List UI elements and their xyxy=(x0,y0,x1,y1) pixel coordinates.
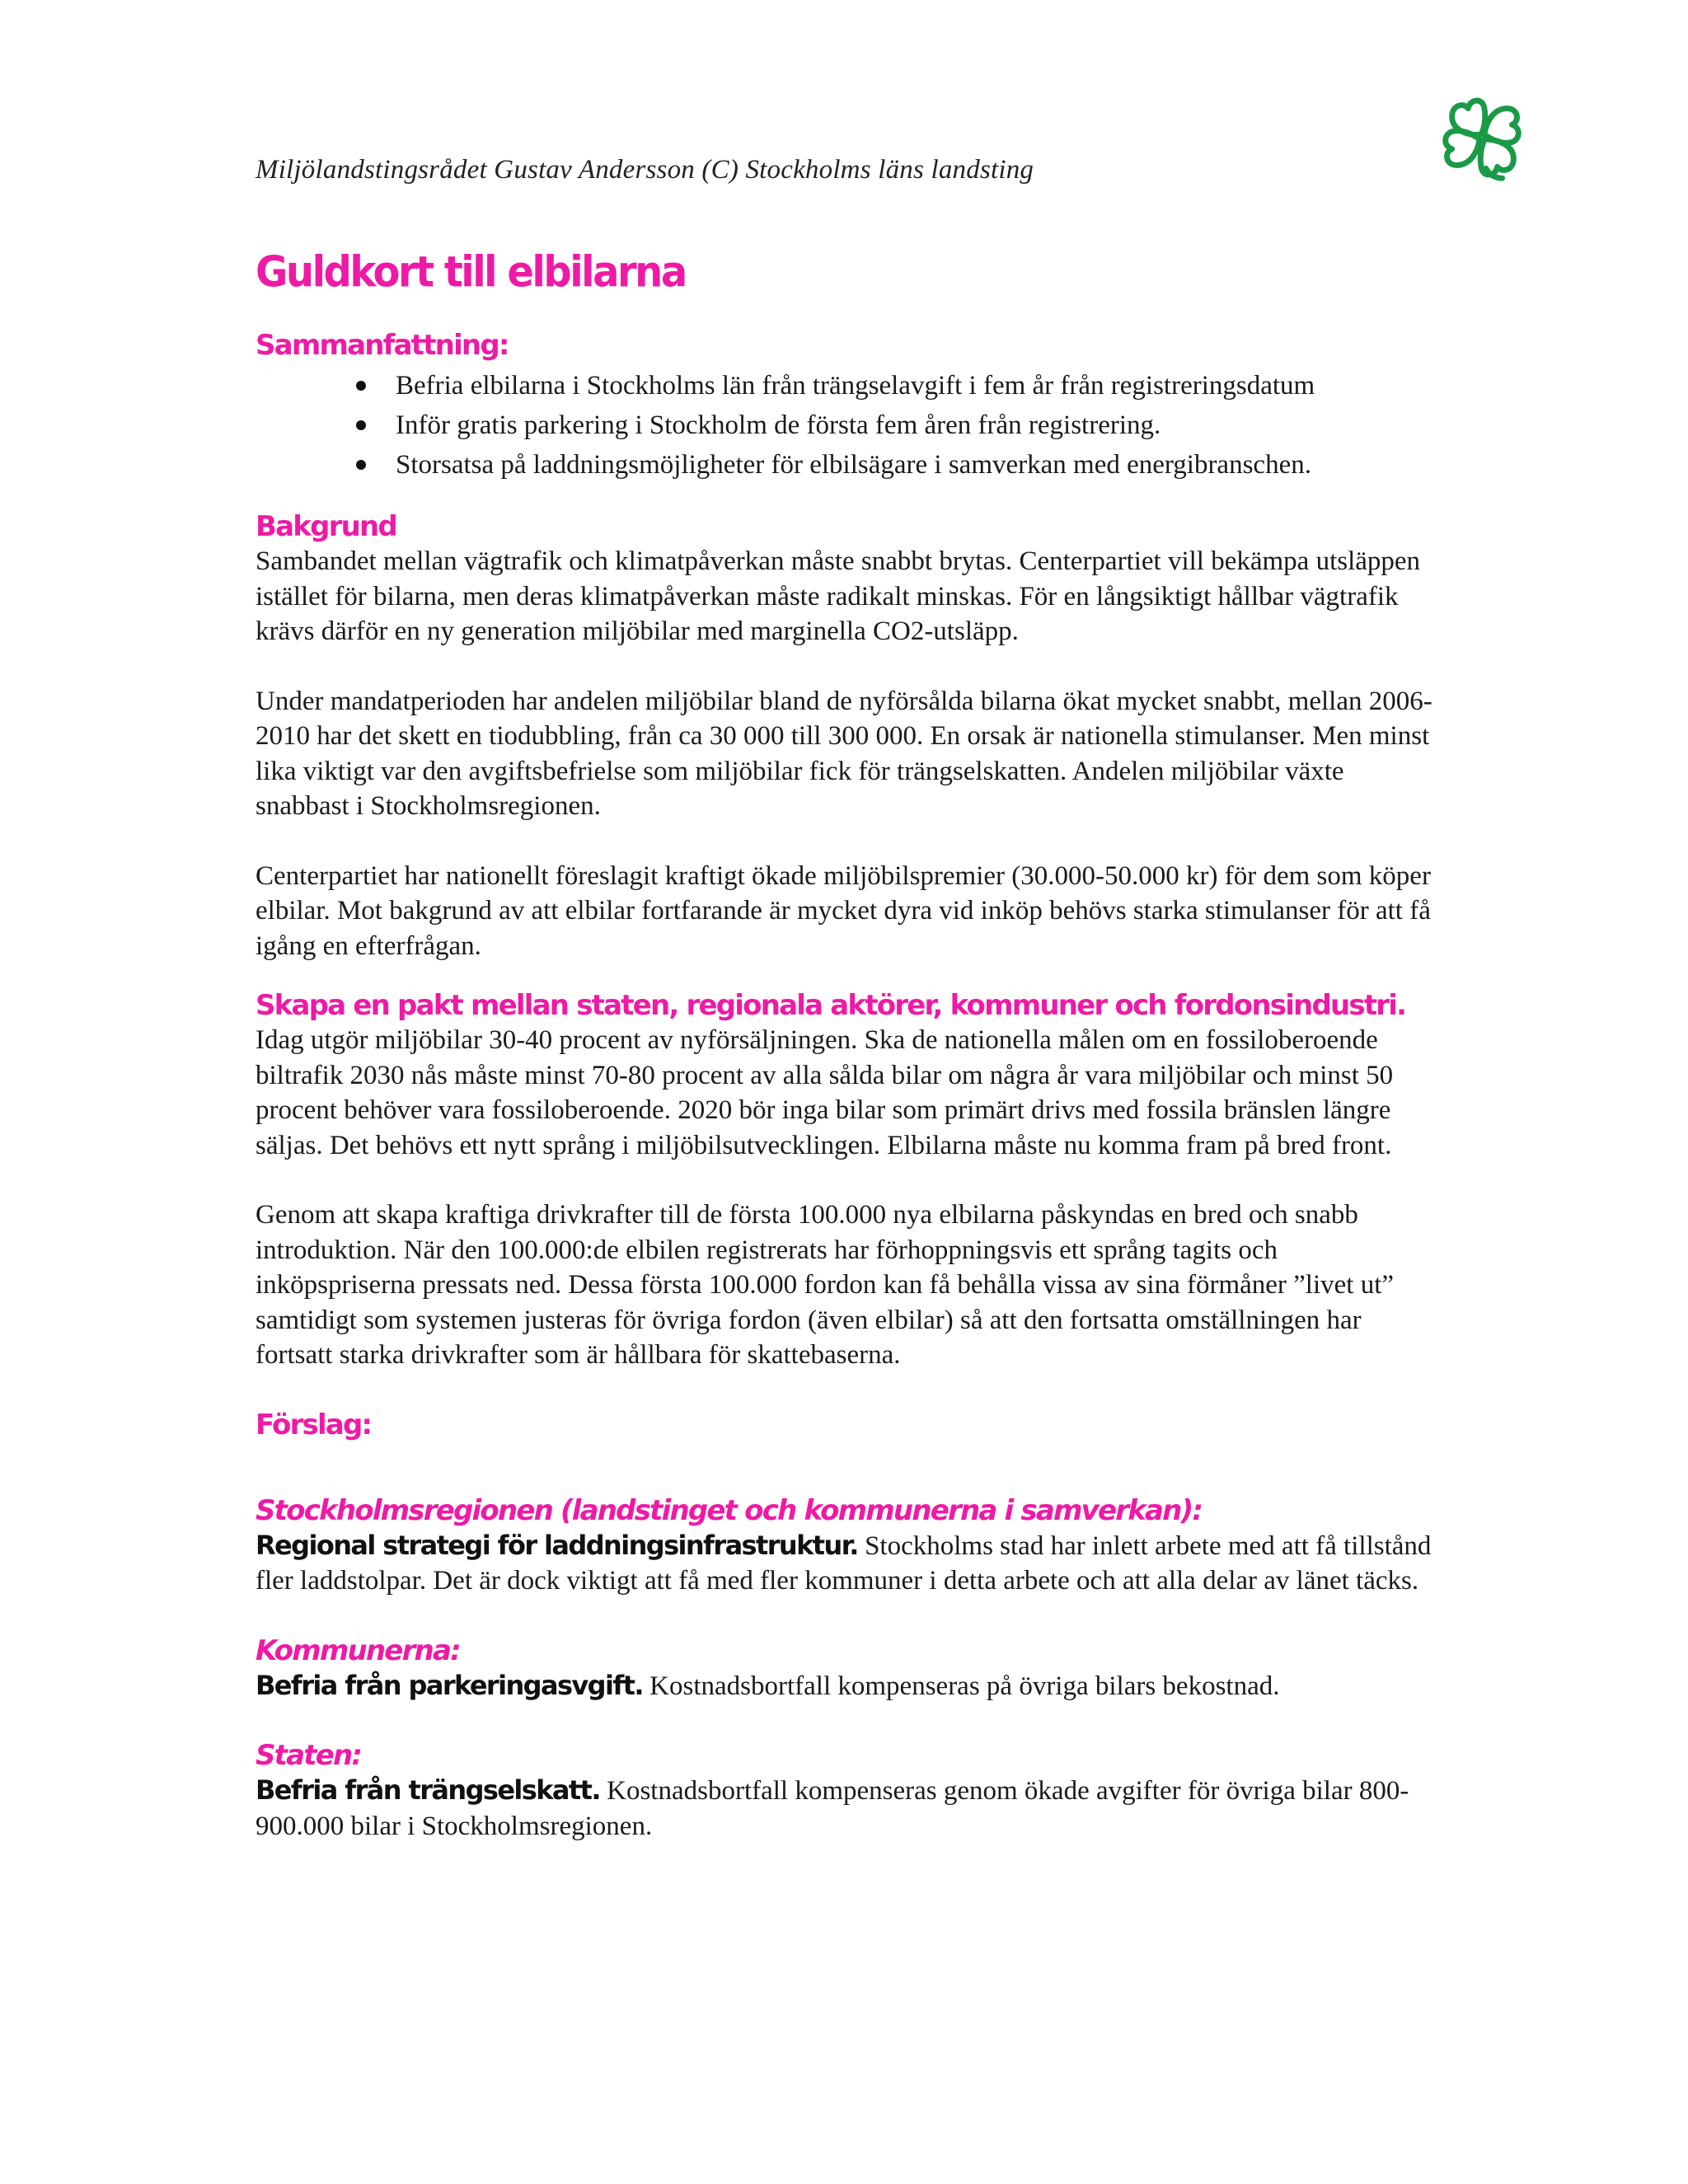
proposal-lead: Befria från trängselskatt. xyxy=(256,1774,600,1806)
page-title: Guldkort till elbilarna xyxy=(256,247,686,298)
background-paragraph: Under mandatperioden har andelen miljöbilar bland de nyförsålda bilarna ökat mycket snabbt, mellan 2006-2010 har det skett en tiodubbling, från ca 30 000 till 300 000. En orsak är nationella stimulanser. Men minst lika viktigt var den avgiftsbefrielse som miljöbilar fick för trängselskatten. Andelen miljöbilar växte snabbast i Stockholmsregionen. xyxy=(256,686,1432,821)
bullet-icon xyxy=(356,420,366,430)
pact-paragraph: Idag utgör miljöbilar 30-40 procent av nyförsäljningen. Ska de nationella målen om en fossiloberoende biltrafik 2030 nås måste minst 70-80 procent av alla sålda bilar om några år vara miljöbilar och minst 50 procent behöver vara fossiloberoende. 2020 bör inga bilar som primärt drivs med fossila bränslen längre säljas. Det behövs ett nytt språng i miljöbilsutvecklingen. Elbilarna måste nu komma fram på bred front. xyxy=(256,1025,1394,1160)
pact-paragraph: Genom att skapa kraftiga drivkrafter till de första 100.000 nya elbilarna påskyndas en bred och snabb introduktion. När den 100.000:de elbilen registrerats har förhoppningsvis ett språng tagits och inköpspriserna pressats ned. Dessa första 100.000 fordon kan få behålla vissa av sina förmåner ”livet ut” samtidigt som systemen justeras för övriga fordon (även elbilar) så att den fortsatta omställningen har fortsatt starka drivkrafter som är hållbara för skattebaserna. xyxy=(256,1200,1395,1370)
clover-logo-icon xyxy=(1434,89,1531,186)
proposal-text: Kostnadsbortfall kompenseras på övriga bilars bekostnad. xyxy=(642,1671,1280,1701)
header-text: Miljölandstingsrådet Gustav Andersson (C) Stockholms läns landsting xyxy=(256,155,1034,185)
document-content xyxy=(256,247,1442,1844)
pact-heading: Skapa en pakt mellan staten, regionala aktörer, kommuner och fordonsindustri. xyxy=(256,989,1406,1022)
proposal-lead: Regional strategi för laddningsinfrastruktur. xyxy=(256,1529,858,1561)
background-paragraph: Sambandet mellan vägtrafik och klimatpåverkan måste snabbt brytas. Centerpartiet vill bekämpa utsläppen istället för bilarna, men deras klimatpåverkan måste radikalt minskas. För en långsiktigt hållbar vägtrafik krävs därför en ny generation miljöbilar med marginella CO2-utsläpp. xyxy=(256,546,1421,646)
summary-item-text: Inför gratis parkering i Stockholm de första fem åren från registrering. xyxy=(396,410,1161,440)
summary-heading: Sammanfattning: xyxy=(256,329,509,362)
proposal-paragraph xyxy=(256,1773,1442,1844)
bullet-icon xyxy=(356,381,366,391)
summary-item-text: Befria elbilarna i Stockholms län från trängselavgift i fem år från registreringsdatum xyxy=(396,371,1315,401)
proposal-section-heading: Staten: xyxy=(256,1739,362,1772)
summary-item xyxy=(354,445,1442,485)
proposal-paragraph xyxy=(256,1668,1442,1704)
proposal-paragraph xyxy=(256,1528,1442,1599)
proposal-text: Kostnadsbortfall kompenseras genom ökade avgifter för övriga bilar 800-900.000 bilar i Stockholmsregionen. xyxy=(256,1776,1409,1841)
proposal-section-heading: Stockholmsregionen (landstinget och kommunerna i samverkan): xyxy=(256,1493,1203,1527)
proposal-lead: Befria från parkeringasvgift. xyxy=(256,1669,643,1701)
summary-list xyxy=(256,366,1442,485)
bullet-icon xyxy=(356,460,366,470)
background-heading: Bakgrund xyxy=(256,510,396,543)
proposal-section-heading: Kommunerna: xyxy=(256,1633,460,1667)
background-paragraph: Centerpartiet har nationellt föreslagit kraftigt ökade miljöbilspremier (30.000-50.000 kr) för dem som köper elbilar. Mot bakgrund av att elbilar fortfarande är mycket dyra vid inköp behövs starka stimulanser för att få igång en efterfrågan. xyxy=(256,860,1431,961)
summary-item xyxy=(354,366,1442,405)
summary-item-text: Storsatsa på laddningsmöjligheter för elbilsägare i samverkan med energibranschen. xyxy=(396,450,1311,480)
proposals-heading: Förslag: xyxy=(256,1408,372,1441)
proposal-text: Stockholms stad har inlett arbete med att få tillstånd fler laddstolpar. Det är dock viktigt att få med fler kommuner i detta arbete och att alla delar av länet täcks. xyxy=(256,1530,1432,1596)
summary-item xyxy=(354,405,1442,445)
